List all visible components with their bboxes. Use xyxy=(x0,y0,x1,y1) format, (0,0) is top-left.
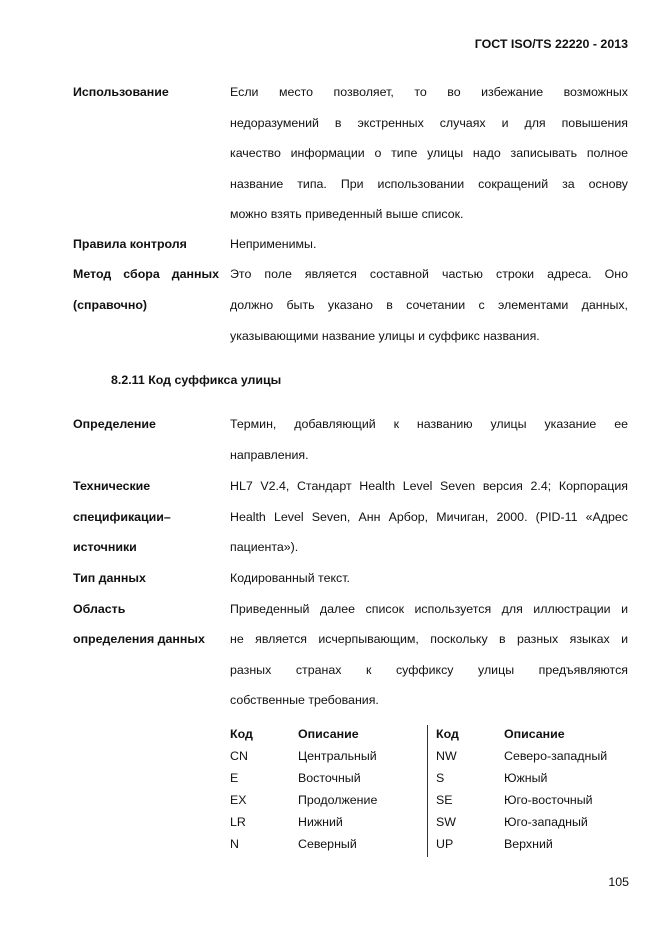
usage-label: Использование xyxy=(73,85,169,99)
collection-line-3: указывающими название улицы и суффикс названия. xyxy=(230,329,540,343)
definition-line-2: направления. xyxy=(230,448,309,462)
table-column-divider xyxy=(427,725,428,857)
domain-line-3: разных странах к суффиксу улицы предъявляются xyxy=(230,663,628,677)
table-cell-code: UP xyxy=(436,837,454,851)
collection-line-1: Это поле является составной частью строки адреса. Оно xyxy=(230,267,628,281)
domain-line-4: собственные требования. xyxy=(230,693,379,707)
table-cell-description: Южный xyxy=(504,771,548,785)
control-rules-label: Правила контроля xyxy=(73,237,187,251)
table-header-code-left: Код xyxy=(230,727,253,741)
definition-line-1: Термин, добавляющий к названию улицы указание ее xyxy=(230,417,628,431)
domain-line-1: Приведенный далее список используется для иллюстрации и xyxy=(230,602,628,616)
table-cell-code: EX xyxy=(230,793,247,807)
page-number: 105 xyxy=(608,875,629,889)
table-header-description-right: Описание xyxy=(504,727,565,741)
table-cell-description: Северный xyxy=(298,837,357,851)
tech-specs-label-3: источники xyxy=(73,540,137,554)
table-cell-description: Юго-западный xyxy=(504,815,588,829)
tech-specs-label-2: спецификации– xyxy=(73,510,171,524)
tech-specs-line-1: HL7 V2.4, Стандарт Health Level Seven версия 2.4; Корпорация xyxy=(230,479,628,493)
table-cell-code: SW xyxy=(436,815,456,829)
table-cell-description: Нижний xyxy=(298,815,343,829)
table-cell-code: E xyxy=(230,771,239,785)
control-rules-value: Неприменимы. xyxy=(230,237,317,251)
table-header-description-left: Описание xyxy=(298,727,359,741)
usage-line-1: Если место позволяет, то во избежание возможных xyxy=(230,85,628,99)
table-cell-description: Верхний xyxy=(504,837,553,851)
table-cell-description: Северо-западный xyxy=(504,749,608,763)
table-cell-description: Центральный xyxy=(298,749,377,763)
table-header-code-right: Код xyxy=(436,727,459,741)
definition-label: Определение xyxy=(73,417,156,431)
usage-line-2: недоразумений в экстренных случаях и для повышения xyxy=(230,116,628,130)
data-type-label: Тип данных xyxy=(73,571,146,585)
domain-label-1: Область xyxy=(73,602,126,616)
collection-label-2: (справочно) xyxy=(73,298,148,312)
table-cell-code: CN xyxy=(230,749,248,763)
table-cell-code: N xyxy=(230,837,239,851)
table-cell-code: SE xyxy=(436,793,453,807)
data-type-value: Кодированный текст. xyxy=(230,571,350,585)
collection-label-1: Метод сбора данных xyxy=(73,267,219,281)
usage-line-4: название типа. При использовании сокращений за основу xyxy=(230,177,628,191)
table-cell-code: NW xyxy=(436,749,457,763)
domain-label-2: определения данных xyxy=(73,632,205,646)
table-cell-description: Юго-восточный xyxy=(504,793,593,807)
collection-line-2: должно быть указано в сочетании с элементами данных, xyxy=(230,298,628,312)
tech-specs-line-3: пациента»). xyxy=(230,540,299,554)
usage-line-3: качество информации о типе улицы надо записывать полное xyxy=(230,146,628,160)
table-cell-code: S xyxy=(436,771,445,785)
domain-line-2: не является исчерпывающим, поскольку в разных языках и xyxy=(230,632,628,646)
tech-specs-label-1: Технические xyxy=(73,479,151,493)
table-cell-description: Продолжение xyxy=(298,793,378,807)
section-heading: 8.2.11 Код суффикса улицы xyxy=(111,373,282,387)
tech-specs-line-2: Health Level Seven, Анн Арбор, Мичиган, 2000. (PID-11 «Адрес xyxy=(230,510,628,524)
table-cell-description: Восточный xyxy=(298,771,361,785)
document-header: ГОСТ ISO/TS 22220 - 2013 xyxy=(474,37,628,51)
table-cell-code: LR xyxy=(230,815,246,829)
usage-line-5: можно взять приведенный выше список. xyxy=(230,207,464,221)
